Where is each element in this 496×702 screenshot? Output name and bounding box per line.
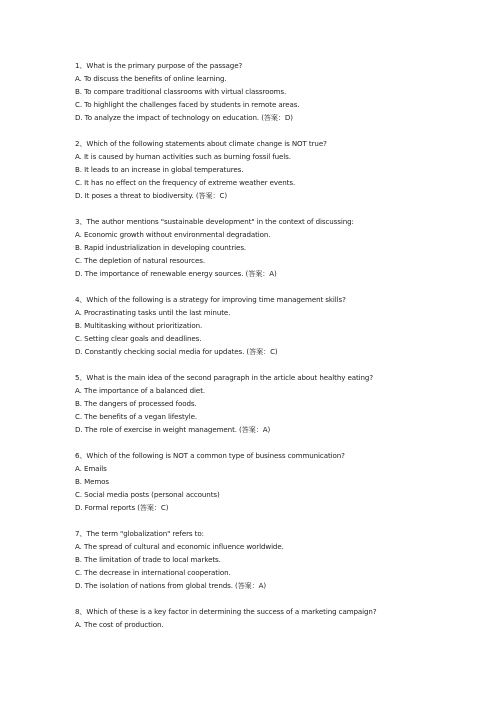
question-5-option-b: B. The dangers of processed foods. xyxy=(75,399,197,408)
question-2-option-b: B. It leads to an increase in global temperatures. xyxy=(75,165,244,174)
question-1-option-c: C. To highlight the challenges faced by students in remote areas. xyxy=(75,100,300,109)
question-1-option-a: A. To discuss the benefits of online learning. xyxy=(75,74,227,83)
question-8-option-a: A. The cost of production. xyxy=(75,620,164,629)
question-7-stem: 7、The term "globalization" refers to: xyxy=(75,529,204,538)
question-5-option-c: C. The benefits of a vegan lifestyle. xyxy=(75,412,198,421)
question-6-option-d: D. Formal reports (答案：C) xyxy=(75,503,169,512)
question-2-option-a: A. It is caused by human activities such as burning fossil fuels. xyxy=(75,152,291,161)
question-3-stem: 3、The author mentions "sustainable development" in the context of discussing: xyxy=(75,217,354,226)
question-4-stem: 4、Which of the following is a strategy for improving time management skills? xyxy=(75,295,346,304)
question-5-stem: 5、What is the main idea of the second paragraph in the article about healthy eating? xyxy=(75,373,373,382)
question-3-option-d: D. The importance of renewable energy sources. (答案：A) xyxy=(75,269,277,278)
question-6-option-b: B. Memos xyxy=(75,477,110,486)
question-2-stem: 2、Which of the following statements about climate change is NOT true? xyxy=(75,139,327,148)
question-1-option-b: B. To compare traditional classrooms with virtual classrooms. xyxy=(75,87,287,96)
question-3-option-c: C. The depletion of natural resources. xyxy=(75,256,205,265)
question-8-stem: 8、Which of these is a key factor in determining the success of a marketing campaign? xyxy=(75,607,377,616)
question-5-option-a: A. The importance of a balanced diet. xyxy=(75,386,206,395)
question-4-option-b: B. Multitasking without prioritization. xyxy=(75,321,203,330)
question-5-option-d: D. The role of exercise in weight management. (答案：A) xyxy=(75,425,271,434)
question-3-option-b: B. Rapid industrialization in developing countries. xyxy=(75,243,247,252)
question-6-option-a: A. Emails xyxy=(75,464,107,473)
question-7-option-c: C. The decrease in international cooperation. xyxy=(75,568,231,577)
question-2-option-c: C. It has no effect on the frequency of extreme weather events. xyxy=(75,178,296,187)
question-4-option-a: A. Procrastinating tasks until the last minute. xyxy=(75,308,231,317)
question-7-option-a: A. The spread of cultural and economic influence worldwide. xyxy=(75,542,284,551)
question-7-option-d: D. The isolation of nations from global trends. (答案：A) xyxy=(75,581,267,590)
question-1-option-d: D. To analyze the impact of technology on education. (答案：D) xyxy=(75,113,293,122)
question-1-stem: 1、What is the primary purpose of the passage? xyxy=(75,61,243,70)
question-3-option-a: A. Economic growth without environmental degradation. xyxy=(75,230,271,239)
question-4-option-d: D. Constantly checking social media for updates. (答案：C) xyxy=(75,347,278,356)
question-6-option-c: C. Social media posts (personal accounts) xyxy=(75,490,220,499)
question-4-option-c: C. Setting clear goals and deadlines. xyxy=(75,334,202,343)
question-6-stem: 6、Which of the following is NOT a common type of business communication? xyxy=(75,451,345,460)
question-7-option-b: B. The limitation of trade to local markets. xyxy=(75,555,221,564)
question-2-option-d: D. It poses a threat to biodiversity. (答案：C) xyxy=(75,191,227,200)
